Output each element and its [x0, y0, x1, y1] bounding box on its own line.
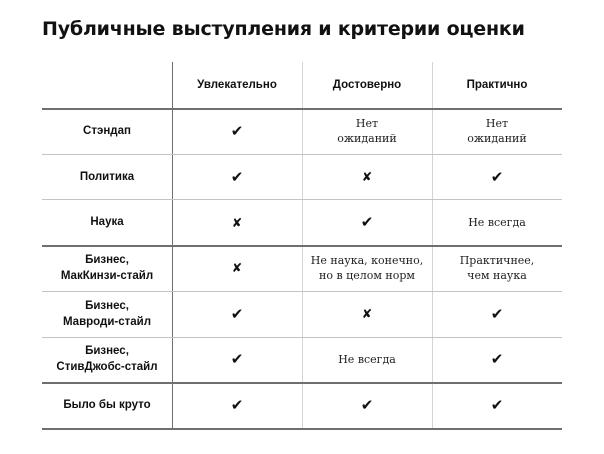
- check-mark-icon: ✔: [230, 350, 244, 369]
- check-mark-icon: ✔: [490, 304, 504, 323]
- row-label-line: Было бы круто: [63, 399, 151, 412]
- row-label-text: [63, 397, 150, 413]
- check-mark-icon: ✔: [360, 396, 374, 415]
- cell-note-line: ожиданий: [467, 131, 527, 145]
- cell-note-line: чем наука: [467, 268, 527, 282]
- column-header: Увлекательно: [197, 79, 277, 91]
- cell-note: [432, 199, 562, 245]
- row-label-line: Наука: [90, 216, 124, 229]
- check-mark-icon: ✔: [230, 121, 244, 140]
- cell-note-text: [468, 215, 526, 230]
- cell-note-text: [467, 116, 526, 146]
- criteria-table: [42, 62, 562, 428]
- check-mark-icon: ✔: [230, 167, 244, 186]
- cell-note-line: но в целом норм: [319, 268, 415, 282]
- row-label: [42, 245, 172, 291]
- row-label-text: [80, 169, 134, 185]
- cell-note-line: Не всегда: [468, 215, 526, 229]
- row-label-text: [83, 123, 131, 139]
- column-header: Достоверно: [332, 79, 402, 91]
- row-label-line: Бизнес,: [85, 299, 129, 312]
- check-mark-icon: ✔: [490, 167, 504, 186]
- cell-note-text: [338, 352, 396, 367]
- check-mark-icon: ✔: [230, 396, 244, 415]
- cell-note-line: Не всегда: [338, 352, 396, 366]
- cell-note-text: [460, 253, 535, 283]
- check-mark-icon: ✔: [490, 350, 504, 369]
- cell-note-line: Нет: [355, 116, 379, 130]
- cell-note-text: [311, 253, 423, 283]
- page-title: Публичные выступления и критерии оценки: [42, 18, 525, 40]
- row-label-text: [90, 214, 123, 230]
- cell-note-text: [337, 116, 396, 146]
- row-label-text: [56, 343, 157, 375]
- row-label: [42, 337, 172, 383]
- cell-note: [432, 245, 562, 291]
- cell-note: [302, 337, 432, 383]
- cell-note: [302, 245, 432, 291]
- cross-mark-icon: ✘: [231, 260, 243, 276]
- row-label-line: Бизнес,: [85, 345, 129, 358]
- row-label: [42, 382, 172, 428]
- cell-note: [302, 108, 432, 154]
- check-mark-icon: ✔: [230, 304, 244, 323]
- row-label-line: Стэндап: [83, 124, 131, 137]
- row-label-text: [61, 252, 153, 284]
- row-divider: [42, 428, 562, 430]
- row-label-line: МакКинзи-стайл: [60, 269, 154, 282]
- row-label: [42, 199, 172, 245]
- cell-note: [432, 108, 562, 154]
- cell-note-line: Практичнее,: [459, 253, 535, 267]
- cross-mark-icon: ✘: [361, 306, 373, 322]
- check-mark-icon: ✔: [360, 213, 374, 232]
- cross-mark-icon: ✘: [231, 214, 243, 230]
- cell-note-line: ожиданий: [337, 131, 397, 145]
- row-label-line: Политика: [79, 170, 135, 183]
- column-header: Практично: [466, 79, 528, 91]
- cell-note-line: Не наука, конечно,: [310, 253, 424, 267]
- row-label-line: Бизнес,: [85, 253, 129, 266]
- row-label-line: Мавроди-стайл: [62, 315, 152, 328]
- row-label: [42, 154, 172, 200]
- cell-note-line: Нет: [485, 116, 509, 130]
- cross-mark-icon: ✘: [361, 169, 373, 185]
- row-label: [42, 108, 172, 154]
- row-label-line: СтивДжобс-стайл: [56, 361, 158, 374]
- check-mark-icon: ✔: [490, 396, 504, 415]
- row-label: [42, 291, 172, 337]
- row-label-text: [63, 298, 151, 330]
